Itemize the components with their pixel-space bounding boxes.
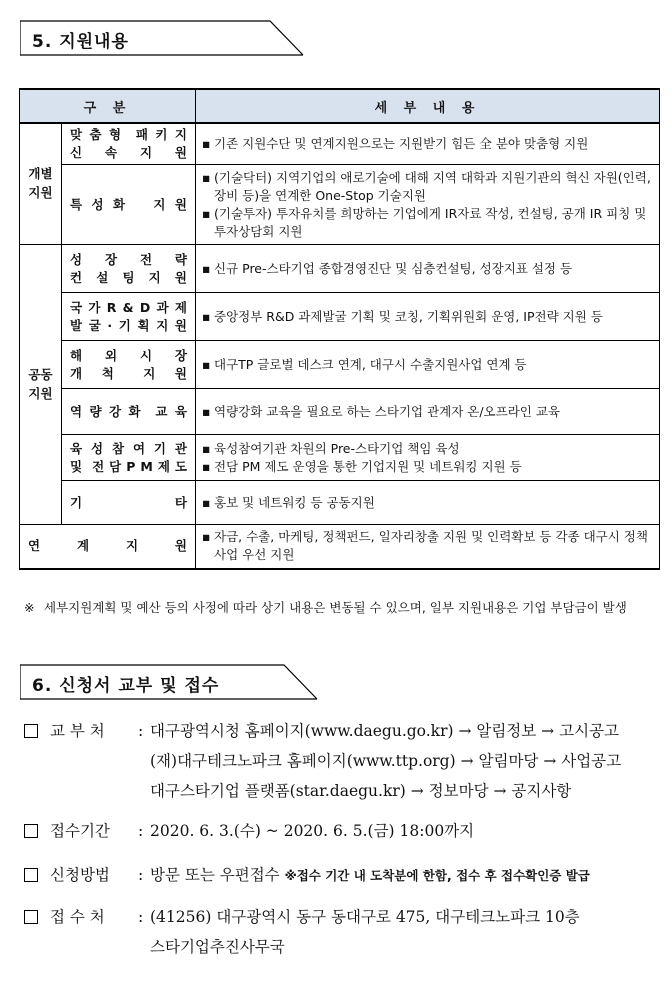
- category-line: 신 속 지 원: [70, 145, 187, 161]
- detail-bullet: [202, 356, 653, 374]
- table-row: [20, 293, 660, 341]
- category-cell: [62, 389, 196, 435]
- issuer-line: 대구스타기업 플랫폼(star.daegu.kr) → 정보마당 → 공지사항: [150, 782, 572, 800]
- support-table: [19, 88, 659, 570]
- note-text: 세부지원계획 및 예산 등의 사정에 따라 상기 내용은 변동될 수 있으며, 일부 지원내용은 기업 부담금이 발생: [44, 600, 627, 615]
- bullet-icon: ▪: [202, 308, 211, 324]
- bullet-icon: ▪: [202, 260, 211, 276]
- detail-text: (기술닥터) 지역기업의 애로기술에 대해 지역 대학과 지원기관의 혁신 자원(인력, 장비 등)을 연계한 One-Stop 기술지원: [214, 169, 651, 203]
- category-line: 맞 춤 형 패 키 지: [70, 127, 187, 142]
- detail-text: 기존 지원수단 및 연계지원으로는 지원받기 힘든 全 분야 맞춤형 지원: [214, 136, 589, 152]
- place-line: 스타기업추진사무국: [150, 938, 285, 956]
- category-cell: [62, 165, 196, 245]
- method-item: 신청방법 : 방문 또는 우편접수 ※접수 기간 내 도착분에 한함, 접수 후 접수확인증 발급: [24, 860, 664, 890]
- detail-bullet: [202, 135, 653, 153]
- bullet-icon: ▪: [202, 136, 211, 152]
- detail-text: (기술투자) 투자유치를 희망하는 기업에게 IR자료 작성, 컨설팅, 공개 IR 피칭 및 투자상담회 지원: [214, 205, 647, 239]
- table-row: [20, 165, 660, 245]
- category-cell: [20, 525, 196, 569]
- category-cell: [62, 123, 196, 165]
- detail-cell: [196, 525, 660, 569]
- detail-cell: [196, 389, 660, 435]
- table-row: [20, 123, 660, 165]
- place-label: 접 수 처: [50, 908, 105, 926]
- detail-cell: [196, 245, 660, 293]
- table-row: [20, 481, 660, 525]
- period-item: 접수기간 : 2020. 6. 3.(수) ~ 2020. 6. 5.(금) 18:00까지: [24, 816, 664, 846]
- detail-text: 육성참여기관 차원의 Pre-스타기업 책임 육성: [214, 440, 460, 456]
- group-cell: 개별 지원: [20, 123, 62, 245]
- detail-cell: [196, 341, 660, 389]
- detail-bullet: [202, 528, 653, 564]
- issuer-item: 교 부 처 : 대구광역시청 홈페이지(www.daegu.go.kr) → 알림정보 → 고시공고 (재)대구테크노파크 홈페이지(www.ttp.org) → 알림마당 → 사업공고 대구스타기업 플랫폼(star.daegu.kr) → 정보마당 → 공지사항: [24, 716, 664, 806]
- table-row: [20, 435, 660, 481]
- detail-text: 자금, 수출, 마케팅, 정책펀드, 일자리창출 지원 및 인력확보 등 각종 대구시 정책사업 우선 지원: [214, 529, 648, 563]
- checkbox-square-icon: [24, 868, 38, 882]
- table-header-row: [20, 89, 660, 123]
- detail-text: 홍보 및 네트워킹 등 공동지원: [214, 494, 375, 510]
- category-line: 개 척 지 원: [70, 365, 187, 381]
- bullet-icon: ▪: [202, 169, 211, 185]
- detail-cell: [196, 165, 660, 245]
- category-line: 국 가 R & D 과 제: [70, 299, 187, 315]
- detail-bullet: [202, 403, 653, 421]
- category-line: 연 계 지 원: [28, 538, 187, 554]
- category-cell: [62, 481, 196, 525]
- table-row: [20, 341, 660, 389]
- detail-text: 신규 Pre-스타기업 종합경영진단 및 심층컨설팅, 성장지표 설정 등: [214, 260, 573, 276]
- method-label: 신청방법: [50, 866, 110, 884]
- period-value: 2020. 6. 3.(수) ~ 2020. 6. 5.(금) 18:00까지: [150, 822, 475, 840]
- category-line: 역 량 강 화 교 육: [70, 403, 187, 419]
- place-values: [150, 902, 580, 962]
- bullet-icon: ▪: [202, 205, 211, 221]
- category-cell: [62, 245, 196, 293]
- detail-text: 중앙정부 R&D 과제발굴 기획 및 코칭, 기획위원회 운영, IP전략 지원 등: [214, 308, 603, 324]
- issuer-line: (재)대구테크노파크 홈페이지(www.ttp.org) → 알림마당 → 사업공고: [150, 752, 622, 770]
- detail-text: 역량강화 교육을 필요로 하는 스타기업 관계자 온/오프라인 교육: [214, 403, 560, 419]
- category-line: 해 외 시 장: [70, 347, 187, 363]
- period-label: 접수기간: [50, 822, 110, 840]
- category-line: 특 성 화 지 원: [70, 196, 187, 212]
- bullet-icon: ▪: [202, 356, 211, 372]
- category-line: 성 장 전 략: [70, 251, 187, 267]
- checkbox-square-icon: [24, 824, 38, 838]
- detail-bullet: [202, 260, 653, 278]
- table-row: [20, 389, 660, 435]
- detail-bullet: [202, 205, 653, 241]
- table-row: [20, 245, 660, 293]
- bullet-icon: ▪: [202, 440, 211, 456]
- category-cell: [62, 435, 196, 481]
- issuer-values: [150, 716, 621, 806]
- category-cell: [62, 341, 196, 389]
- detail-bullet: [202, 458, 653, 476]
- detail-bullet: [202, 440, 653, 458]
- category-line: 기 타: [70, 494, 187, 510]
- section-5-header: [20, 20, 304, 56]
- issuer-line: 대구광역시청 홈페이지(www.daegu.go.kr) → 알림정보 → 고시공고: [150, 722, 619, 740]
- bullet-icon: ▪: [202, 458, 211, 474]
- section-6-title: 6. 신청서 교부 및 접수: [32, 676, 220, 696]
- detail-cell: [196, 293, 660, 341]
- detail-text: 전담 PM 제도 운영을 통한 기업지원 및 네트워킹 지원 등: [214, 458, 522, 474]
- checkbox-square-icon: [24, 910, 38, 924]
- footnote: [24, 598, 660, 618]
- method-value: 방문 또는 우편접수: [150, 866, 280, 884]
- detail-cell: [196, 481, 660, 525]
- bullet-icon: ▪: [202, 529, 211, 545]
- section-6-header: [20, 664, 318, 700]
- place-line: (41256) 대구광역시 동구 동대구로 475, 대구테크노파크 10층: [150, 908, 580, 926]
- group-cell: 공동 지원: [20, 245, 62, 525]
- detail-cell: [196, 123, 660, 165]
- detail-bullet: [202, 169, 653, 205]
- detail-bullet: [202, 494, 653, 512]
- detail-bullet: [202, 308, 653, 326]
- header-category: 구 분: [20, 89, 196, 123]
- category-line: 및 전 담 P M 제 도: [70, 458, 187, 474]
- note-mark: ※: [24, 600, 35, 615]
- category-line: 육 성 참 여 기 관: [70, 440, 187, 456]
- header-detail: 세 부 내 용: [196, 89, 660, 123]
- checkbox-square-icon: [24, 724, 38, 738]
- category-cell: [62, 293, 196, 341]
- detail-text: 대구TP 글로벌 데스크 연계, 대구시 수출지원사업 연계 등: [214, 356, 527, 372]
- category-line: 발 굴 · 기 획 지 원: [70, 317, 187, 333]
- issuer-label: 교 부 처: [50, 722, 105, 740]
- method-note: ※접수 기간 내 도착분에 한함, 접수 후 접수확인증 발급: [284, 868, 590, 883]
- detail-cell: [196, 435, 660, 481]
- section-5-title: 5. 지원내용: [32, 32, 129, 52]
- table-row: [20, 525, 660, 569]
- bullet-icon: ▪: [202, 494, 211, 510]
- category-line: 컨 설 팅 지 원: [70, 269, 187, 285]
- bullet-icon: ▪: [202, 403, 211, 419]
- place-item: 접 수 처 : (41256) 대구광역시 동구 동대구로 475, 대구테크노파크 10층 스타기업추진사무국: [24, 902, 664, 962]
